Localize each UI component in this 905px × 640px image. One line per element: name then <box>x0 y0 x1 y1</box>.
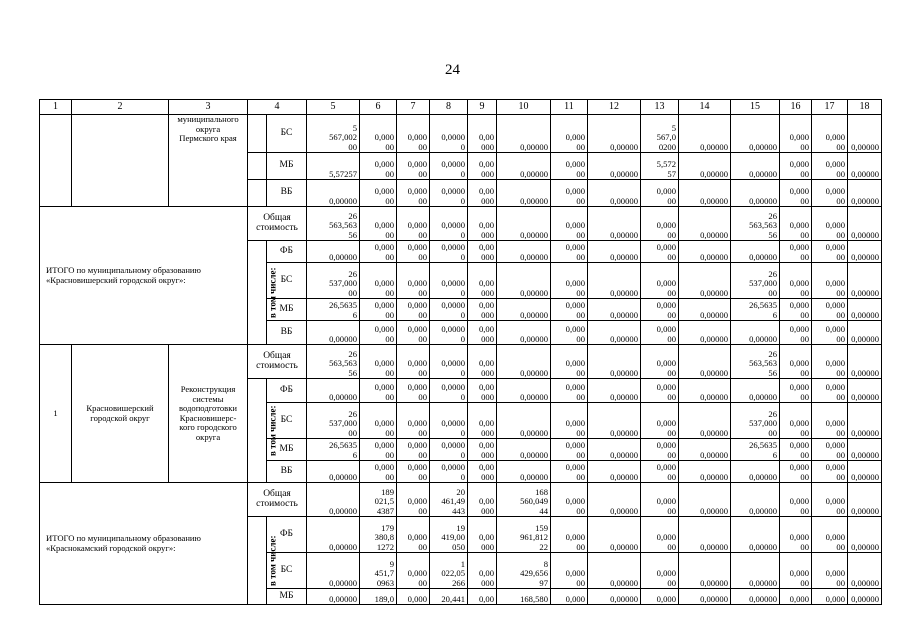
value-cell: 0,000 00 <box>641 483 679 517</box>
value-cell: 168 560,049 44 <box>497 483 551 517</box>
value-cell: 0,000 00 <box>397 115 430 153</box>
value-cell: 0,00000 <box>848 553 882 589</box>
value-cell: 0,00000 <box>731 115 780 153</box>
value-cell: 0,00000 <box>679 589 731 605</box>
value-cell: 0,000 00 <box>812 345 848 379</box>
value-cell: 0,000 00 <box>360 115 397 153</box>
value-cell: 26,5635 6 <box>307 299 360 321</box>
value-cell: 0,000 00 <box>812 403 848 439</box>
value-cell: 26 563,563 56 <box>731 345 780 379</box>
value-cell: 0,000 00 <box>812 321 848 345</box>
value-cell: 0,000 00 <box>641 461 679 483</box>
value-cell: 5,572 57 <box>641 153 679 180</box>
value-cell: 5 567,0 0200 <box>641 115 679 153</box>
column-number-header: 8 <box>430 100 468 115</box>
object-name-cell: Реконструкция системы водоподготовки Красновишерс- кого городского округа <box>169 345 248 483</box>
value-cell: 0,000 00 <box>360 379 397 403</box>
value-cell: 0,00000 <box>679 299 731 321</box>
value-cell: 0,000 00 <box>360 439 397 461</box>
value-cell: 0,00000 <box>679 517 731 553</box>
value-cell: 0,0000 0 <box>430 461 468 483</box>
value-cell: 0,00 000 <box>468 180 497 207</box>
value-cell: 0,000 00 <box>641 241 679 263</box>
value-cell: 0,00000 <box>679 439 731 461</box>
value-cell: 0,00000 <box>731 241 780 263</box>
including-label-cell <box>248 379 278 483</box>
value-cell: 0,0000 0 <box>430 115 468 153</box>
value-cell: 0,00000 <box>307 461 360 483</box>
value-cell: 0,00000 <box>588 153 641 180</box>
value-cell: 0,00000 <box>679 553 731 589</box>
value-cell: 0,000 00 <box>551 483 588 517</box>
value-cell: 0,000 <box>641 589 679 605</box>
funding-source-cell: ФБ <box>267 241 307 263</box>
column-number-header: 2 <box>72 100 169 115</box>
value-cell: 0,00000 <box>588 589 641 605</box>
value-cell: 0,00000 <box>731 180 780 207</box>
value-cell: 0,00000 <box>497 403 551 439</box>
spacer-cell <box>248 180 267 207</box>
value-cell: 0,00 000 <box>468 153 497 180</box>
row-number-cell: 1 <box>40 345 72 483</box>
table-row <box>40 345 882 379</box>
value-cell: 0,00000 <box>588 403 641 439</box>
value-cell: 0,00000 <box>848 153 882 180</box>
funding-source-cell: ВБ <box>267 321 307 345</box>
column-number-header: 15 <box>731 100 780 115</box>
value-cell: 26 563,563 56 <box>731 207 780 241</box>
value-cell: 0,000 00 <box>812 379 848 403</box>
value-cell: 0,000 00 <box>780 483 812 517</box>
value-cell: 0,000 00 <box>397 263 430 299</box>
value-cell: 0,000 00 <box>812 180 848 207</box>
value-cell: 26 563,563 56 <box>307 345 360 379</box>
value-cell: 9 451,7 0963 <box>360 553 397 589</box>
column-number-header: 4 <box>248 100 307 115</box>
value-cell: 0,00000 <box>588 241 641 263</box>
column-number-header: 12 <box>588 100 641 115</box>
funding-source-cell: БС <box>267 115 307 153</box>
value-cell: 0,00000 <box>731 483 780 517</box>
value-cell: 189,0 <box>360 589 397 605</box>
value-cell: 0,000 00 <box>641 439 679 461</box>
value-cell: 0,00000 <box>679 321 731 345</box>
header-row <box>40 100 882 115</box>
value-cell: 0,000 00 <box>812 439 848 461</box>
value-cell: 26 537,000 00 <box>731 403 780 439</box>
value-cell: 0,0000 0 <box>430 439 468 461</box>
value-cell: 0,00000 <box>848 483 882 517</box>
value-cell: 0,00000 <box>679 461 731 483</box>
funding-source-cell: ВБ <box>267 461 307 483</box>
column-number-header: 17 <box>812 100 848 115</box>
value-cell: 0,00000 <box>848 299 882 321</box>
including-label-cell <box>248 517 278 605</box>
including-label: в том числе: <box>267 267 278 318</box>
total-cost-label: Общая стоимость <box>248 207 307 241</box>
value-cell: 0,000 00 <box>360 180 397 207</box>
value-cell: 0,000 00 <box>641 553 679 589</box>
value-cell: 0,00000 <box>848 589 882 605</box>
value-cell: 0,000 00 <box>780 553 812 589</box>
value-cell: 0,000 00 <box>551 517 588 553</box>
column-number-header: 11 <box>551 100 588 115</box>
value-cell: 26 537,000 00 <box>307 263 360 299</box>
value-cell: 0,000 00 <box>551 403 588 439</box>
value-cell: 0,000 00 <box>360 403 397 439</box>
value-cell: 0,000 00 <box>641 263 679 299</box>
total-cost-label: Общая стоимость <box>248 345 307 379</box>
funding-source-cell: МБ <box>267 299 307 321</box>
value-cell: 8 429,656 97 <box>497 553 551 589</box>
value-cell: 0,00000 <box>731 589 780 605</box>
value-cell: 0,0000 0 <box>430 263 468 299</box>
value-cell: 0,00000 <box>497 345 551 379</box>
value-cell: 0,000 00 <box>551 153 588 180</box>
column-number-header: 14 <box>679 100 731 115</box>
value-cell: 0,00000 <box>848 115 882 153</box>
value-cell: 0,00000 <box>848 439 882 461</box>
funding-source-cell: БС <box>267 403 307 439</box>
value-cell: 0,00000 <box>497 180 551 207</box>
column-number-header: 6 <box>360 100 397 115</box>
value-cell: 0,000 <box>397 589 430 605</box>
value-cell: 0,000 00 <box>780 241 812 263</box>
value-cell: 1 022,05 266 <box>430 553 468 589</box>
value-cell: 0,000 00 <box>641 299 679 321</box>
value-cell: 0,00000 <box>497 379 551 403</box>
value-cell: 0,000 <box>812 589 848 605</box>
value-cell: 0,00000 <box>731 379 780 403</box>
including-label-cell <box>248 241 278 345</box>
value-cell: 0,00000 <box>848 321 882 345</box>
value-cell: 0,000 00 <box>780 403 812 439</box>
page-number: 24 <box>445 62 460 78</box>
funding-source-cell: МБ <box>267 589 307 605</box>
value-cell: 0,00 000 <box>468 263 497 299</box>
including-label: в том числе: <box>267 405 278 456</box>
value-cell: 0,000 00 <box>397 299 430 321</box>
value-cell: 0,000 00 <box>812 553 848 589</box>
value-cell: 0,000 00 <box>780 263 812 299</box>
value-cell: 0,00000 <box>679 207 731 241</box>
value-cell: 0,00000 <box>588 321 641 345</box>
value-cell: 0,000 00 <box>780 207 812 241</box>
value-cell: 0,00 000 <box>468 553 497 589</box>
value-cell: 0,000 00 <box>360 461 397 483</box>
value-cell: 0,00000 <box>588 299 641 321</box>
value-cell: 0,00000 <box>848 517 882 553</box>
value-cell: 0,000 00 <box>780 345 812 379</box>
funding-source-cell: ВБ <box>267 180 307 207</box>
value-cell: 0,00000 <box>848 207 882 241</box>
column-number-header: 16 <box>780 100 812 115</box>
spacer-cell <box>248 115 267 153</box>
value-cell: 0,00000 <box>679 115 731 153</box>
value-cell: 26,5635 6 <box>731 299 780 321</box>
value-cell: 0,00000 <box>497 153 551 180</box>
value-cell: 0,0000 0 <box>430 379 468 403</box>
value-cell: 0,000 00 <box>360 207 397 241</box>
value-cell: 20,441 <box>430 589 468 605</box>
value-cell: 0,00000 <box>731 517 780 553</box>
value-cell: 0,00 000 <box>468 403 497 439</box>
value-cell: 26 537,000 00 <box>731 263 780 299</box>
funding-source-cell: ФБ <box>267 379 307 403</box>
value-cell: 0,000 00 <box>812 483 848 517</box>
value-cell: 0,00000 <box>588 263 641 299</box>
value-cell: 0,000 00 <box>812 263 848 299</box>
value-cell: 0,000 00 <box>641 403 679 439</box>
value-cell: 0,000 00 <box>812 461 848 483</box>
funding-source-cell: БС <box>267 263 307 299</box>
value-cell: 0,00000 <box>588 517 641 553</box>
value-cell: 0,000 00 <box>397 345 430 379</box>
value-cell: 0,000 00 <box>397 180 430 207</box>
value-cell: 19 419,00 050 <box>430 517 468 553</box>
value-cell: 0,000 00 <box>360 321 397 345</box>
value-cell: 0,000 00 <box>397 483 430 517</box>
value-cell: 0,00000 <box>588 180 641 207</box>
value-cell: 0,000 00 <box>551 321 588 345</box>
value-cell: 0,00000 <box>307 321 360 345</box>
value-cell: 26,5635 6 <box>731 439 780 461</box>
column-number-header: 3 <box>169 100 248 115</box>
value-cell: 0,00 000 <box>468 241 497 263</box>
value-cell: 0,000 00 <box>551 115 588 153</box>
value-cell: 0,00000 <box>497 439 551 461</box>
table-row <box>40 115 882 153</box>
value-cell: 0,000 00 <box>397 321 430 345</box>
value-cell: 0,0000 0 <box>430 241 468 263</box>
column-number-header: 5 <box>307 100 360 115</box>
value-cell: 0,000 00 <box>812 153 848 180</box>
value-cell: 189 021,5 4387 <box>360 483 397 517</box>
value-cell: 0,00000 <box>588 115 641 153</box>
value-cell: 0,000 00 <box>397 403 430 439</box>
column-number-header: 18 <box>848 100 882 115</box>
column-number-header: 9 <box>468 100 497 115</box>
value-cell: 0,000 00 <box>551 379 588 403</box>
value-cell: 0,00000 <box>588 483 641 517</box>
value-cell: 26 537,000 00 <box>307 403 360 439</box>
value-cell: 0,0000 0 <box>430 345 468 379</box>
value-cell: 0,00000 <box>731 461 780 483</box>
value-cell: 179 380,8 1272 <box>360 517 397 553</box>
value-cell: 0,000 00 <box>551 207 588 241</box>
value-cell: 0,000 00 <box>641 517 679 553</box>
value-cell: 0,000 00 <box>780 379 812 403</box>
value-cell: 0,000 00 <box>780 517 812 553</box>
value-cell: 0,000 00 <box>360 345 397 379</box>
value-cell: 0,00000 <box>588 345 641 379</box>
value-cell: 0,000 00 <box>780 299 812 321</box>
value-cell: 0,000 00 <box>360 153 397 180</box>
value-cell: 168,580 <box>497 589 551 605</box>
value-cell: 0,000 00 <box>397 553 430 589</box>
value-cell: 0,000 00 <box>551 553 588 589</box>
value-cell: 0,00000 <box>307 180 360 207</box>
value-cell: 0,00 000 <box>468 379 497 403</box>
value-cell: 0,000 00 <box>551 241 588 263</box>
value-cell: 26 563,563 56 <box>307 207 360 241</box>
value-cell: 0,000 00 <box>551 180 588 207</box>
value-cell: 0,000 00 <box>360 299 397 321</box>
value-cell: 0,00 000 <box>468 299 497 321</box>
row-number-cell <box>40 115 72 207</box>
value-cell: 0,00 000 <box>468 439 497 461</box>
value-cell: 0,00000 <box>588 553 641 589</box>
value-cell: 0,000 00 <box>641 379 679 403</box>
value-cell: 20 461,49 443 <box>430 483 468 517</box>
value-cell: 0,000 00 <box>397 241 430 263</box>
value-cell: 0,00000 <box>679 180 731 207</box>
value-cell: 0,00000 <box>497 321 551 345</box>
value-cell: 0,00000 <box>307 483 360 517</box>
value-cell: 0,00 <box>468 589 497 605</box>
column-number-header: 10 <box>497 100 551 115</box>
budget-table <box>39 99 882 605</box>
value-cell: 0,00 000 <box>468 207 497 241</box>
value-cell: 0,00000 <box>497 241 551 263</box>
value-cell: 0,00 000 <box>468 115 497 153</box>
value-cell: 0,00000 <box>307 553 360 589</box>
value-cell: 0,000 00 <box>780 180 812 207</box>
value-cell: 0,00000 <box>848 180 882 207</box>
object-name-cell: муниципального округа Пермского края <box>169 115 248 207</box>
value-cell: 0,0000 0 <box>430 153 468 180</box>
value-cell: 0,000 <box>551 589 588 605</box>
value-cell: 0,00000 <box>497 263 551 299</box>
value-cell: 0,000 00 <box>812 115 848 153</box>
municipality-cell <box>72 115 169 207</box>
value-cell: 0,00000 <box>731 553 780 589</box>
column-number-header: 7 <box>397 100 430 115</box>
value-cell: 0,000 00 <box>397 461 430 483</box>
value-cell: 0,00000 <box>588 439 641 461</box>
value-cell: 0,00000 <box>497 115 551 153</box>
value-cell: 0,00000 <box>679 153 731 180</box>
value-cell: 0,0000 0 <box>430 207 468 241</box>
value-cell: 0,0000 0 <box>430 180 468 207</box>
value-cell: 0,000 00 <box>780 115 812 153</box>
value-cell: 0,000 00 <box>780 461 812 483</box>
value-cell: 0,00000 <box>848 263 882 299</box>
value-cell: 0,00000 <box>497 207 551 241</box>
value-cell: 0,000 00 <box>812 241 848 263</box>
value-cell: 0,00000 <box>848 403 882 439</box>
value-cell: 0,00000 <box>848 345 882 379</box>
value-cell: 0,00000 <box>497 299 551 321</box>
value-cell: 0,000 00 <box>397 153 430 180</box>
table-row <box>40 483 882 517</box>
value-cell: 0,000 00 <box>641 345 679 379</box>
value-cell: 0,00000 <box>497 461 551 483</box>
total-label-cell: ИТОГО по муниципальному образованию «Краснокамский городской округ»: <box>40 483 248 605</box>
value-cell: 0,000 00 <box>551 345 588 379</box>
value-cell: 0,00000 <box>307 589 360 605</box>
value-cell: 0,00000 <box>731 321 780 345</box>
value-cell: 0,00000 <box>848 241 882 263</box>
value-cell: 0,000 00 <box>397 379 430 403</box>
value-cell: 0,00000 <box>307 241 360 263</box>
including-label: в том числе: <box>267 535 278 586</box>
value-cell: 0,000 00 <box>360 263 397 299</box>
value-cell: 0,0000 0 <box>430 299 468 321</box>
value-cell: 0,000 00 <box>780 153 812 180</box>
funding-source-cell: БС <box>267 553 307 589</box>
column-number-header: 1 <box>40 100 72 115</box>
value-cell: 0,00000 <box>588 379 641 403</box>
value-cell: 0,000 00 <box>360 241 397 263</box>
value-cell: 0,00000 <box>588 207 641 241</box>
value-cell: 0,000 00 <box>812 207 848 241</box>
funding-source-cell: МБ <box>267 439 307 461</box>
value-cell: 0,0000 0 <box>430 321 468 345</box>
value-cell: 0,000 00 <box>551 263 588 299</box>
value-cell: 0,00 000 <box>468 517 497 553</box>
value-cell: 0,00 000 <box>468 461 497 483</box>
value-cell: 0,00000 <box>307 379 360 403</box>
value-cell: 0,00000 <box>731 153 780 180</box>
funding-source-cell: МБ <box>267 153 307 180</box>
value-cell: 0,00000 <box>679 241 731 263</box>
value-cell: 5,57257 <box>307 153 360 180</box>
value-cell: 0,000 00 <box>812 299 848 321</box>
value-cell: 0,000 00 <box>397 207 430 241</box>
value-cell: 26,5635 6 <box>307 439 360 461</box>
value-cell: 0,00000 <box>679 345 731 379</box>
value-cell: 0,000 00 <box>780 439 812 461</box>
total-cost-label: Общая стоимость <box>248 483 307 517</box>
value-cell: 0,00 000 <box>468 345 497 379</box>
value-cell: 0,000 00 <box>780 321 812 345</box>
value-cell: 0,00 000 <box>468 483 497 517</box>
value-cell: 5 567,002 00 <box>307 115 360 153</box>
value-cell: 0,000 00 <box>551 299 588 321</box>
value-cell: 0,000 00 <box>551 439 588 461</box>
value-cell: 0,00000 <box>848 379 882 403</box>
value-cell: 0,00000 <box>848 461 882 483</box>
spacer-cell <box>248 153 267 180</box>
value-cell: 0,00000 <box>679 379 731 403</box>
value-cell: 0,000 <box>780 589 812 605</box>
total-label-cell: ИТОГО по муниципальному образованию «Красновишерский городской округ»: <box>40 207 248 345</box>
value-cell: 0,00 000 <box>468 321 497 345</box>
funding-source-cell: ФБ <box>267 517 307 553</box>
table-row <box>40 207 882 241</box>
value-cell: 0,000 00 <box>551 461 588 483</box>
value-cell: 0,00000 <box>679 483 731 517</box>
value-cell: 0,00000 <box>588 461 641 483</box>
value-cell: 0,000 00 <box>397 439 430 461</box>
value-cell: 0,000 00 <box>641 321 679 345</box>
column-number-header: 13 <box>641 100 679 115</box>
value-cell: 0,00000 <box>679 403 731 439</box>
value-cell: 159 961,812 22 <box>497 517 551 553</box>
value-cell: 0,000 00 <box>641 180 679 207</box>
value-cell: 0,000 00 <box>397 517 430 553</box>
value-cell: 0,000 00 <box>812 517 848 553</box>
value-cell: 0,00000 <box>307 517 360 553</box>
value-cell: 0,00000 <box>679 263 731 299</box>
value-cell: 0,0000 0 <box>430 403 468 439</box>
municipality-cell: Красновишерский городской округ <box>72 345 169 483</box>
value-cell: 0,000 00 <box>641 207 679 241</box>
